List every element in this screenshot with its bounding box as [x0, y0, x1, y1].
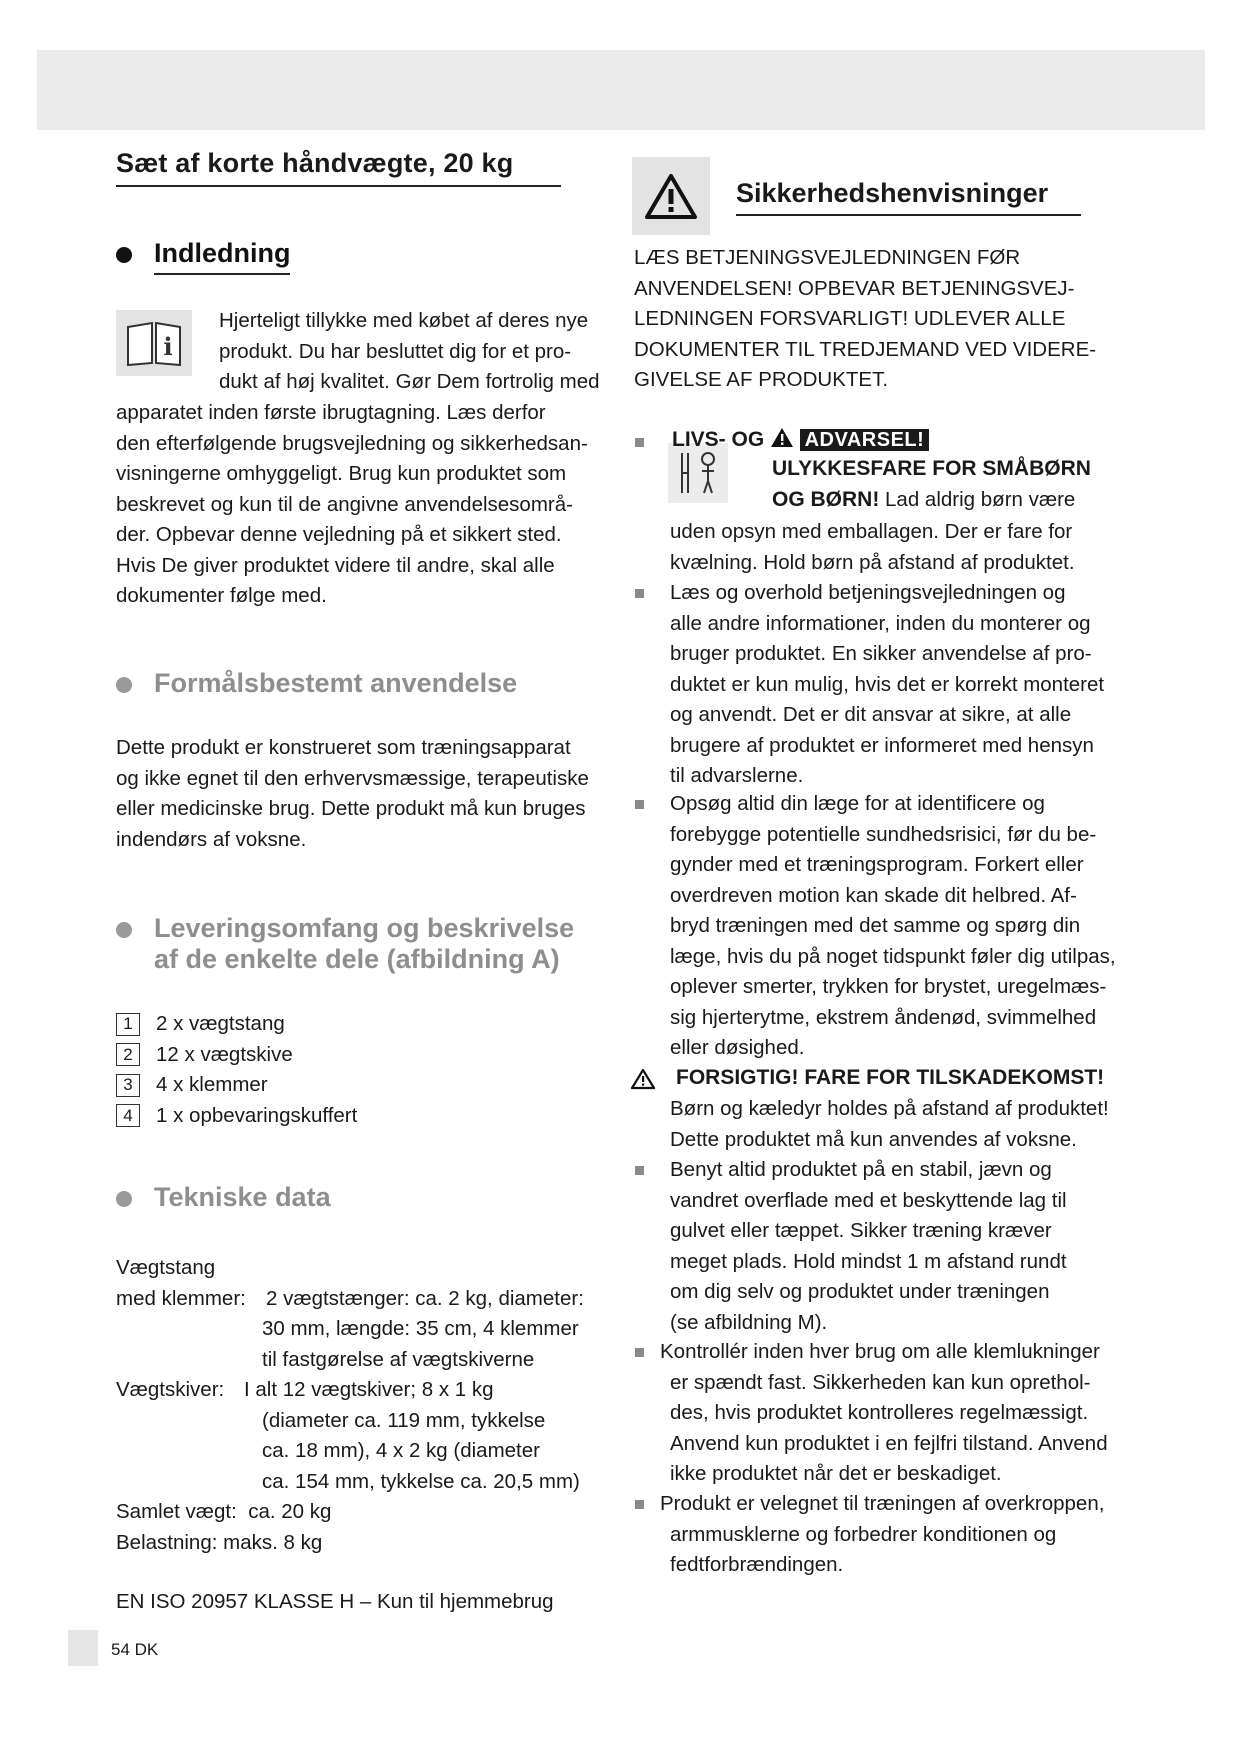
safety-bullet-surface	[670, 1155, 1140, 1338]
parts-list	[116, 1009, 616, 1131]
text-line: brugere af produktet er informeret med hensyn	[670, 733, 1094, 757]
introduction-first-lines	[219, 306, 614, 398]
technical-data-block	[116, 1253, 636, 1558]
tech-value: 2 vægtstænger: ca. 2 kg, diameter:	[266, 1286, 584, 1310]
warning-small-icon	[770, 427, 794, 448]
part-item	[116, 1101, 616, 1132]
text-line: bryd træningen med det samme og spørg din	[670, 914, 1081, 937]
heading-line: af de enkelte dele (afbildning A)	[154, 944, 560, 974]
text-line: beskrevet og kun til de angivne anvendelsesområ-	[116, 492, 573, 516]
info-book-icon	[116, 310, 192, 376]
text-line: Hvis De giver produktet videre til andre, skal alle	[116, 553, 555, 577]
text-line: er spændt fast. Sikkerheden kan kun oprethol-	[670, 1370, 1091, 1394]
safety-caps-notice	[634, 243, 1134, 396]
tech-value: 30 mm, længde: 35 cm, 4 klemmer	[262, 1317, 579, 1340]
part-number: 1	[116, 1013, 140, 1036]
danger-text: Lad aldrig børn være	[885, 488, 1076, 511]
part-item	[116, 1040, 616, 1071]
list-bullet	[635, 438, 644, 447]
bullet-dot	[116, 1191, 132, 1207]
text-line: alle andre informationer, inden du monterer og	[670, 611, 1091, 635]
part-number: 4	[116, 1104, 140, 1127]
bullet-dot	[116, 677, 132, 693]
text-line: LÆS BETJENINGSVEJLEDNINGEN FØR	[634, 246, 1021, 269]
text-line: Læs og overhold betjeningsvejledningen og	[670, 581, 1066, 604]
part-text: 12 x vægtskive	[156, 1042, 293, 1066]
part-text: 1 x opbevaringskuffert	[156, 1103, 358, 1127]
intended-use-paragraph	[116, 733, 616, 855]
text-line: forebygge potentielle sundhedsrisici, før du be-	[670, 822, 1097, 846]
text-line: meget plads. Hold mindst 1 m afstand rundt	[670, 1249, 1067, 1273]
text-line: sig hjerterytme, ekstrem åndenød, svimmelhed	[670, 1005, 1097, 1029]
text-line: Kontrollér inden hver brug om alle klemlukninger	[660, 1340, 1100, 1363]
text-line: eller medicinske brug. Dette produkt må kun bruges	[116, 797, 586, 820]
text-line: uden opsyn med emballagen. Der er fare for	[670, 520, 1073, 543]
text-line: den efterfølgende brugsvejledning og sikkerhedsan-	[116, 431, 588, 455]
tech-row	[116, 1375, 636, 1406]
text-line: Opsøg altid din læge for at identificere og	[670, 792, 1045, 815]
heading-line: Leveringsomfang og beskrivelse	[154, 913, 575, 943]
bullet-dot	[116, 247, 132, 263]
tech-value: ca. 20 kg	[248, 1500, 332, 1523]
tech-value: ca. 18 mm), 4 x 2 kg (diameter	[262, 1439, 540, 1462]
technical-data-heading	[116, 1182, 331, 1213]
warning-triangle-icon	[632, 157, 710, 235]
text-line: (se afbildning M).	[670, 1310, 828, 1334]
caution-title: FORSIGTIG! FARE FOR TILSKADEKOMST!	[676, 1066, 1105, 1089]
text-line: der. Opbevar denne vejledning på et sikkert sted.	[116, 523, 562, 546]
danger-prefix: LIVS- OG	[672, 428, 765, 451]
safety-bullet-check	[660, 1337, 1140, 1490]
tech-row	[116, 1284, 636, 1315]
text-line: overdreven motion kan skade dit helbred. Af-	[670, 883, 1077, 907]
text-line: produkt. Du har besluttet dig for et pro-	[219, 339, 572, 363]
standard-line: EN ISO 20957 KLASSE H – Kun til hjemmebrug	[116, 1590, 554, 1613]
text-line: duktet er kun mulig, hvis det er korrekt monteret	[670, 672, 1105, 696]
text-line: Hjerteligt tillykke med købet af deres nye	[219, 309, 589, 332]
warning-badge: ADVARSEL!	[800, 429, 930, 451]
text-line: om dig selv og produktet under træningen	[670, 1280, 1050, 1303]
technical-data-heading-text: Tekniske data	[154, 1182, 331, 1212]
list-bullet	[635, 589, 644, 598]
tech-label: Vægtstang	[116, 1256, 216, 1279]
text-line: DOKUMENTER TIL TREDJEMAND VED VIDERE-	[634, 337, 1097, 361]
danger-line: ULYKKESFARE FOR SMÅBØRN	[772, 457, 1091, 480]
part-text: 4 x klemmer	[156, 1073, 268, 1097]
text-line: bruger produktet. En sikker anvendelse af pro-	[670, 642, 1092, 665]
text-line: apparatet inden første ibrugtagning. Læs derfor	[116, 401, 546, 424]
list-bullet	[635, 1348, 644, 1357]
danger-title-line	[672, 425, 929, 456]
text-line: gulvet eller tæppet. Sikker træning kræver	[670, 1219, 1052, 1242]
part-item	[116, 1009, 616, 1040]
text-line: Børn og kæledyr holdes på afstand af produktet!	[670, 1097, 1109, 1120]
text-line: læge, hvis du på noget tidspunkt føler dig utilpas,	[670, 944, 1116, 968]
text-line: Anvend kun produktet i en fejlfri tilstand. Anvend	[670, 1431, 1108, 1455]
text-line: ikke produktet når det er beskadiget.	[670, 1462, 1002, 1485]
tech-value: til fastgørelse af vægtskiverne	[262, 1347, 535, 1371]
tech-label: med klemmer:	[116, 1286, 246, 1310]
tech-value: maks. 8 kg	[223, 1530, 323, 1554]
intended-use-heading-text: Formålsbestemt anvendelse	[154, 668, 518, 698]
document-title: Sæt af korte håndvægte, 20 kg	[116, 148, 561, 187]
part-item	[116, 1070, 616, 1101]
bullet-dot	[116, 922, 132, 938]
introduction-heading	[116, 238, 290, 275]
tech-label: Belastning:	[116, 1530, 218, 1554]
text-line: Benyt altid produktet på en stabil, jævn og	[670, 1158, 1052, 1181]
safety-bullet-product	[660, 1489, 1140, 1581]
page-footer	[111, 1640, 158, 1660]
text-line: oplever smerter, trykken for brystet, uregelmæs-	[670, 975, 1107, 998]
safety-bullet-read	[670, 578, 1140, 792]
scope-heading	[116, 913, 574, 975]
scope-heading-text	[154, 913, 574, 975]
text-line: fedtforbrændingen.	[670, 1553, 844, 1576]
page-number: 54	[111, 1640, 130, 1659]
caution-paragraph	[670, 1094, 1140, 1155]
introduction-heading-text: Indledning	[154, 238, 290, 275]
list-bullet	[635, 1166, 644, 1175]
danger-bold: OG BØRN!	[772, 488, 880, 511]
header-band	[37, 50, 1205, 130]
text-line: til advarslerne.	[670, 764, 804, 787]
part-text: 2 x vægtstang	[156, 1012, 285, 1036]
tech-row	[116, 1528, 636, 1559]
text-line: armmusklerne og forbedrer konditionen og	[670, 1522, 1057, 1546]
tech-label: Vægtskiver:	[116, 1378, 225, 1401]
danger-paragraph	[670, 517, 1140, 578]
safety-heading: Sikkerhedshenvisninger	[736, 178, 1081, 216]
tech-label: Samlet vægt:	[116, 1500, 237, 1523]
tech-value: I alt 12 vægtskiver; 8 x 1 kg	[244, 1378, 494, 1401]
text-line: LEDNINGEN FORSVARLIGT! UDLEVER ALLE	[634, 307, 1066, 330]
part-number: 2	[116, 1043, 140, 1066]
text-line: Dette produkt er konstrueret som træningsapparat	[116, 736, 571, 759]
text-line: indendørs af voksne.	[116, 827, 307, 851]
intended-use-heading	[116, 668, 517, 699]
text-line: Dette produktet må kun anvendes af voksne.	[670, 1127, 1077, 1151]
text-line: GIVELSE AF PRODUKTET.	[634, 368, 889, 391]
safety-bullet-doctor	[670, 789, 1140, 1064]
text-line: eller døsighed.	[670, 1036, 805, 1059]
danger-line	[772, 485, 1075, 516]
text-line: des, hvis produktet kontrolleres regelmæssigt.	[670, 1401, 1089, 1424]
text-line: kvælning. Hold børn på afstand af produktet.	[670, 550, 1075, 574]
text-line: dokumenter følge med.	[116, 584, 327, 607]
svg-text:i: i	[163, 332, 173, 361]
list-bullet	[635, 1500, 644, 1509]
text-line: vandret overflade med et beskyttende lag til	[670, 1188, 1067, 1212]
text-line: og anvendt. Det er dit ansvar at sikre, at alle	[670, 703, 1072, 726]
tech-value: ca. 154 mm, tykkelse ca. 20,5 mm)	[262, 1469, 580, 1493]
text-line: visningerne omhyggeligt. Brug kun produktet som	[116, 462, 567, 485]
text-line: gynder med et træningsprogram. Forkert eller	[670, 853, 1084, 876]
part-number: 3	[116, 1074, 140, 1097]
text-line: dukt af høj kvalitet. Gør Dem fortrolig med	[219, 370, 600, 393]
tech-row	[116, 1497, 636, 1528]
introduction-paragraph	[116, 398, 616, 612]
text-line: ANVENDELSEN! OPBEVAR BETJENINGSVEJ-	[634, 276, 1075, 300]
list-bullet	[635, 800, 644, 809]
caution-triangle-icon	[630, 1068, 656, 1090]
page-marker	[68, 1630, 98, 1666]
text-line: Produkt er velegnet til træningen af overkroppen,	[660, 1492, 1105, 1515]
language-code: DK	[134, 1640, 159, 1659]
tech-value: (diameter ca. 119 mm, tykkelse	[262, 1408, 546, 1432]
text-line: og ikke egnet til den erhvervsmæssige, terapeutiske	[116, 766, 589, 790]
